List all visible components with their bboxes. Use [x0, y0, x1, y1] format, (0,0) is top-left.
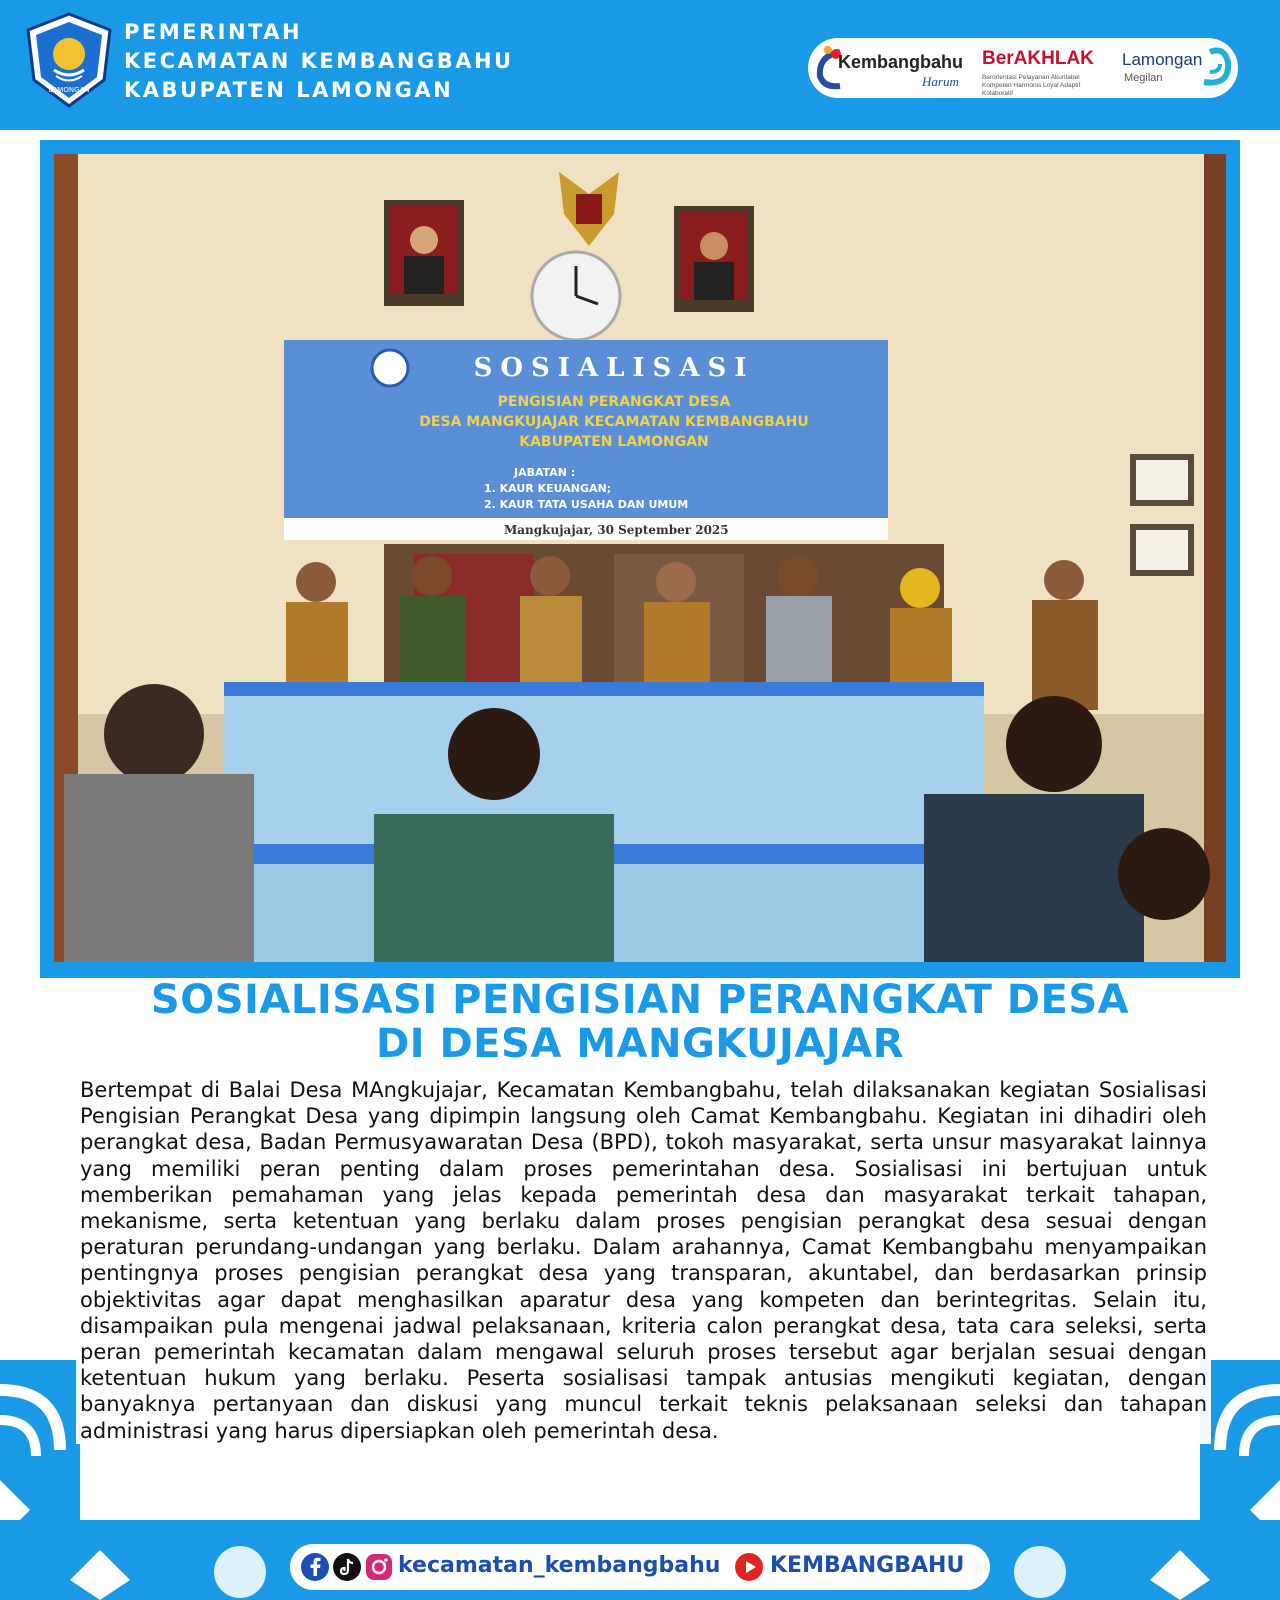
lamongan-logo-sub: Megilan: [1124, 72, 1163, 84]
berakhlak-tagline: Berorientasi Pelayanan Akuntabel Kompeten Harmonis Loyal Adaptif Kolaboratif: [982, 74, 1081, 97]
banner-line-1: PENGISIAN PERANGKAT DESA: [497, 394, 731, 410]
berakhlak-logo: [978, 38, 1118, 98]
article-body: Bertempat di Balai Desa MAngkujajar, Kecamatan Kembangbahu, telah dilaksanakan kegiatan Sosialisasi Pengisian Perangkat Desa yang dipimpin langsung oleh Camat Kembangbahu. Kegiatan ini dihadiri oleh perangkat desa, Badan Permusyawaratan Desa (BPD), tokoh masyarakat, serta unsur masyarakat lainnya yang memiliki peran penting dalam proses pemerintahan desa. Sosialisasi ini bertujuan untuk memberikan pemahaman yang jelas kepada pemerintah desa dan masyarakat terkait tahapan, mekanisme, serta ketentuan yang berlaku dalam proses pengisian perangkat desa sesuai dengan peraturan perundang-undangan yang berlaku. Dalam arahannya, Camat Kembangbahu menyampaikan pentingnya proses pengisian perangkat desa yang transparan, akuntabel, dan berdasarkan prinsip objektivitas agar dapat menghasilkan aparatur desa yang kompeten dan berintegritas. Selain itu, disampaikan pula mengenai jadwal pelaksanaan, kriteria calon perangkat desa, tata cara seleksi, serta peran pemerintah kecamatan dalam mengawal seluruh proses tersebut agar berjalan sesuai dengan ketentuan hukum yang berlaku. Peserta sosialisasi tampak antusias mengikuti kegiatan, dengan banyaknya pertanyaan dan diskusi yang muncul terkait teknis pelaksanaan seleksi dan tahapan administrasi yang harus dipersiapkan oleh pemerintah desa.: [76, 1077, 1211, 1444]
partner-logos: [808, 38, 1238, 98]
instagram-icon[interactable]: [364, 1552, 394, 1582]
emblem-caption: LAMONGAN: [48, 86, 90, 94]
banner-logo-icon: [372, 350, 408, 386]
lamongan-megilan-logo: [1118, 38, 1236, 98]
tiktok-icon[interactable]: [332, 1552, 362, 1582]
banner-date: Mangkujajar, 30 September 2025: [504, 523, 729, 537]
article-title: [0, 978, 1280, 1066]
banner-line-2: DESA MANGKUJAJAR KECAMATAN KEMBANGBAHU: [419, 414, 809, 430]
wall-clock-icon: [532, 252, 620, 340]
facebook-icon[interactable]: [300, 1552, 330, 1582]
event-banner: [284, 340, 888, 540]
youtube-icon[interactable]: [734, 1552, 764, 1582]
gov-line-1: PEMERINTAH: [124, 20, 303, 44]
berakhlak-logo-text: BerAKHLAK: [982, 48, 1094, 69]
wave-icon: [1200, 42, 1234, 94]
kembangbahu-logo-text: Kembangbahu: [838, 52, 964, 72]
event-photo: [54, 154, 1226, 962]
gov-line-2: KECAMATAN KEMBANGBAHU: [124, 49, 514, 73]
gov-line-3: KABUPATEN LAMONGAN: [124, 78, 454, 102]
kembangbahu-logo-sub: Harum: [922, 74, 959, 89]
lamongan-emblem-icon: [24, 10, 114, 110]
title-line-1: SOSIALISASI PENGISIAN PERANGKAT DESA: [150, 977, 1130, 1023]
photo-frame: [40, 140, 1240, 978]
banner-jabatan: JABATAN :: [514, 466, 576, 479]
title-line-2: DI DESA MANGKUJAJAR: [375, 1021, 905, 1067]
banner-title: SOSIALISASI: [473, 353, 755, 383]
social-handle[interactable]: kecamatan_kembangbahu: [398, 1553, 721, 1578]
header-bar: [0, 0, 1280, 130]
lamongan-logo-text: Lamongan: [1122, 50, 1203, 69]
youtube-channel-name[interactable]: KEMBANGBAHU: [770, 1553, 965, 1578]
banner-item-2: 2. KAUR TATA USAHA DAN UMUM: [484, 498, 689, 511]
portrait-left-icon: [384, 200, 464, 306]
portrait-right-icon: [674, 206, 754, 312]
government-title: [124, 18, 514, 105]
banner-item-1: 1. KAUR KEUANGAN;: [484, 482, 612, 495]
kembangbahu-logo: [812, 38, 972, 98]
social-media-bar: [290, 1544, 990, 1590]
banner-line-3: KABUPATEN LAMONGAN: [519, 434, 709, 450]
